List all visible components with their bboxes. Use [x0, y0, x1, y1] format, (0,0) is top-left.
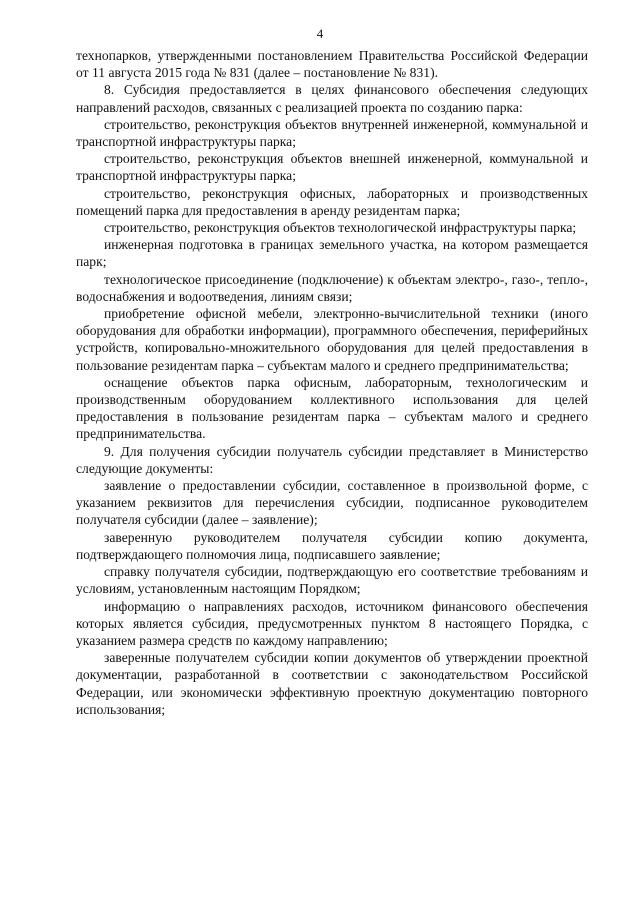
- list-item: заверенную руководителем получателя субсидии копию документа, подтверждающего полномочия лица, подписавшего заявление;: [76, 529, 588, 562]
- list-item: строительство, реконструкция объектов внешней инженерной, коммунальной и транспортной инфраструктуры парка;: [76, 151, 588, 184]
- paragraph-clause-9: 9. Для получения субсидии получатель субсидии представляет в Министерство следующие документы:: [76, 443, 588, 476]
- document-body: [76, 47, 588, 718]
- list-item: заверенные получателем субсидии копии документов об утверждении проектной документации, разработанной в соответствии с законодательством Российской Федерации, или экономически эффективную проектную документацию повторного использования;: [76, 650, 588, 717]
- list-item: справку получателя субсидии, подтверждающую его соответствие требованиям и условиям, установленным настоящим Порядком;: [76, 564, 588, 597]
- paragraph-continuation: технопарков, утвержденными постановлением Правительства Российской Федерации от 11 августа 2015 года № 831 (далее – постановление № 831).: [76, 48, 588, 81]
- list-item: строительство, реконструкция офисных, лабораторных и производственных помещений парка для предоставления в аренду резидентам парка;: [76, 185, 588, 218]
- list-item: строительство, реконструкция объектов внутренней инженерной, коммунальной и транспортной инфраструктуры парка;: [76, 116, 588, 150]
- list-item: информацию о направлениях расходов, источником финансового обеспечения которых является субсидия, предусмотренных пунктом 8 настоящего Порядка, с указанием размера средств по каждому направлению;: [76, 598, 588, 648]
- page-number: 4: [316, 26, 324, 41]
- list-item: инженерная подготовка в границах земельного участка, на котором размещается парк;: [76, 237, 588, 270]
- list-item: технологическое присоединение (подключение) к объектам электро-, газо-, тепло-, водоснабжения и водоотведения, линиям связи;: [76, 271, 588, 304]
- list-item: строительство, реконструкция объектов технологической инфраструктуры парка;: [104, 220, 577, 236]
- list-item: оснащение объектов парка офисным, лабораторным, технологическим и производственным оборудованием коллективного использования для целей предоставления в пользование резидентам парка – субъектам малого и среднего предпринимательства.: [76, 374, 588, 442]
- list-item: заявление о предоставлении субсидии, составленное в произвольной форме, с указанием реквизитов для перечисления субсидии, подписанное руководителем получателя субсидии (далее – заявление);: [76, 478, 588, 528]
- paragraph-clause-8: 8. Субсидия предоставляется в целях финансового обеспечения следующих направлений расходов, связанных с реализацией проекта по созданию парка:: [76, 82, 588, 115]
- list-item: приобретение офисной мебели, электронно-вычислительной техники (иного оборудования для обработки информации), программного обеспечения, периферийных устройств, копировально-множительного оборудования для целей предоставления в пользование резидентам парка – субъектам малого и среднего предпринимательства;: [76, 306, 588, 373]
